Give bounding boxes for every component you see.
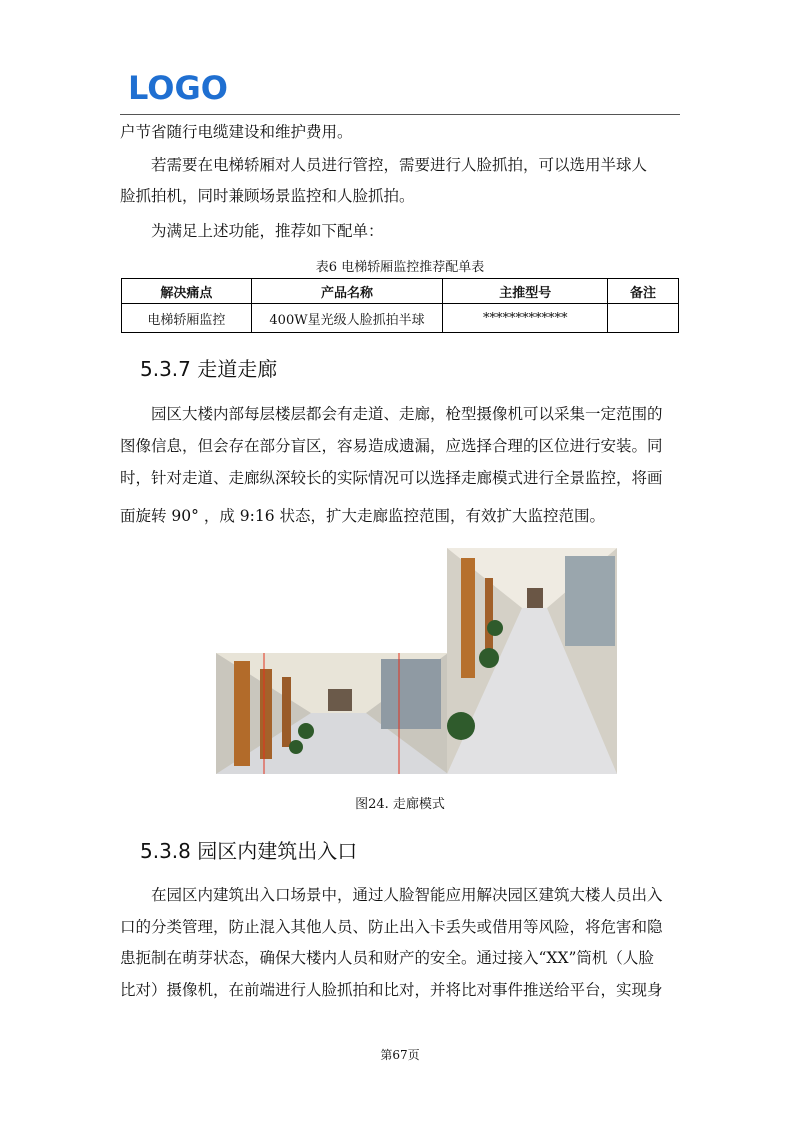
logo-text: LOGO (128, 70, 228, 104)
table-header-cell: 主推型号 (443, 279, 608, 304)
table-cell: 电梯轿厢监控 (122, 304, 252, 333)
table-header-cell: 解决痛点 (122, 279, 252, 304)
text-line: 图像信息，但会存在部分盲区，容易造成遗漏，应选择合理的区位进行安装。同 (120, 437, 663, 455)
text-line: 为满足上述功能，推荐如下配单： (151, 222, 384, 240)
text-line: 患扼制在萌芽状态，确保大楼内人员和财产的安全。通过接入“XX”筒机（人脸 (120, 949, 654, 967)
recommendation-table (121, 278, 679, 333)
table-caption: 表6 电梯轿厢监控推荐配单表 (315, 260, 485, 275)
text-line: 脸抓拍机，同时兼顾场景监控和人脸抓拍。 (120, 187, 415, 205)
section-paragraph (120, 880, 682, 1006)
section-heading: 5.3.8 园区内建筑出入口 (140, 839, 358, 863)
text-line: 时，针对走道、走廊纵深较长的实际情况可以选择走廊模式进行全景监控，将画 (120, 469, 663, 487)
table-header-cell: 备注 (608, 279, 679, 304)
figure-caption: 图24. 走廊模式 (355, 797, 445, 812)
header-divider (120, 114, 680, 115)
text-line: 户节省随行电缆建设和维护费用。 (120, 123, 353, 141)
text-line: 面旋转 90° ，成 9:16 状态，扩大走廊监控范围，有效扩大监控范围。 (120, 507, 605, 525)
logo (128, 70, 228, 104)
corridor-photo-landscape (216, 653, 448, 774)
text-line: 园区大楼内部每层楼层都会有走道、走廊，枪型摄像机可以采集一定范围的 (151, 405, 663, 423)
text-line: 口的分类管理，防止混入其他人员、防止出入卡丢失或借用等风险，将危害和隐 (120, 917, 663, 936)
table-cell: ************* (443, 304, 608, 333)
section-heading: 5.3.7 走道走廊 (140, 357, 278, 381)
corridor-photo-portrait (447, 548, 617, 774)
text-line: 比对）摄像机，在前端进行人脸抓拍和比对，并将比对事件推送给平台，实现身 (120, 980, 663, 999)
table-cell: 400W星光级人脸抓拍半球 (251, 304, 443, 333)
text-line: 若需要在电梯轿厢对人员进行管控，需要进行人脸抓拍，可以选用半球人 (151, 156, 648, 174)
intro-continuation (120, 117, 682, 148)
section-paragraph (120, 398, 682, 532)
table-header-cell: 产品名称 (251, 279, 443, 304)
text-line: 在园区内建筑出入口场景中，通过人脸智能应用解决园区建筑大楼人员出入 (151, 886, 663, 904)
intro-paragraph-2 (120, 150, 682, 212)
table-cell (608, 304, 679, 333)
page-number: 第67页 (380, 1048, 420, 1062)
intro-paragraph-3 (120, 216, 682, 247)
table-header-row (122, 279, 679, 304)
table-row (122, 304, 679, 333)
